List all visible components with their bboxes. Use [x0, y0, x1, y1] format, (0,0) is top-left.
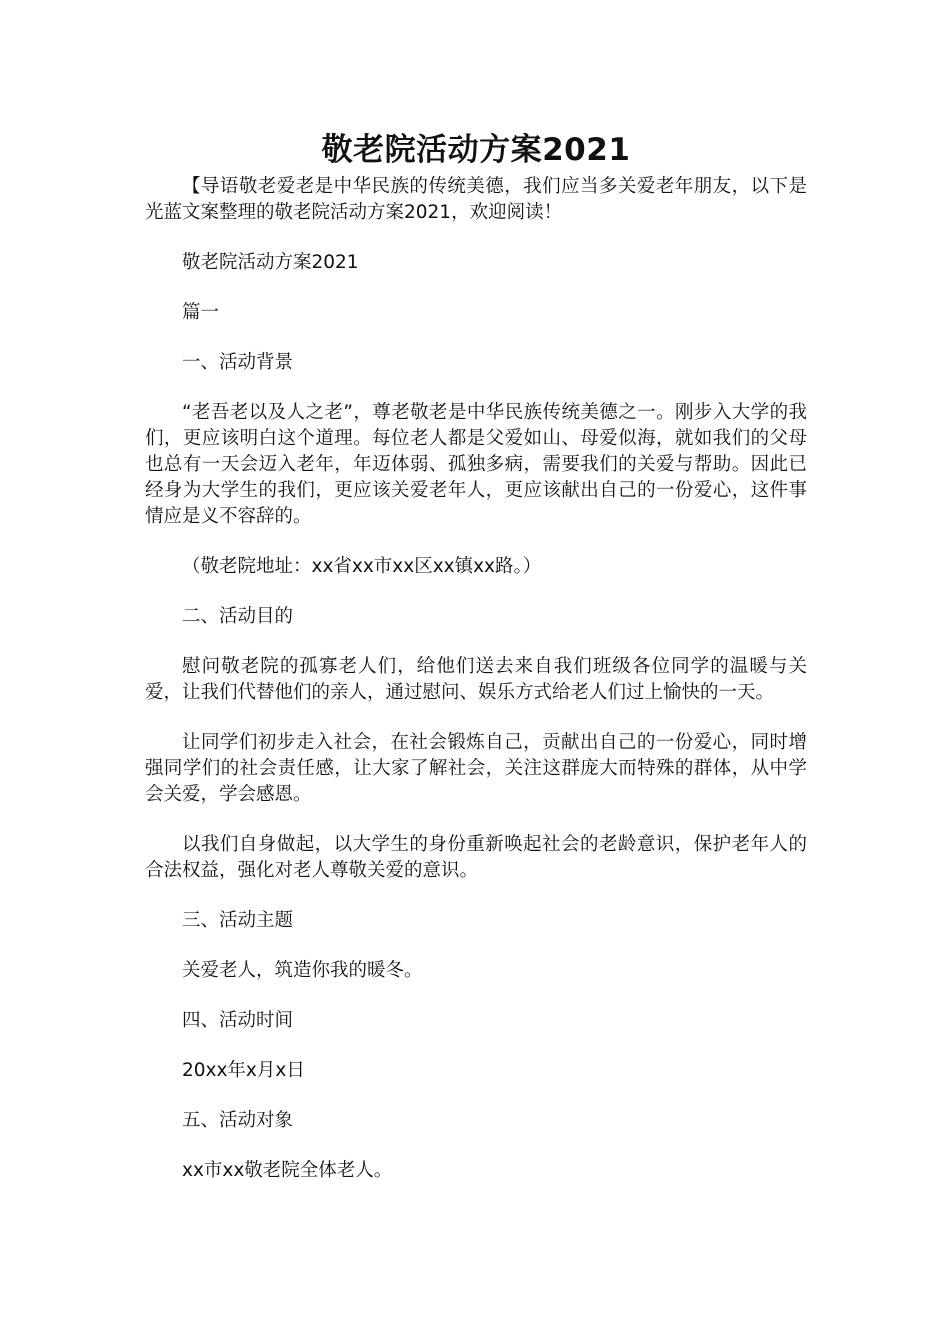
body-paragraph: 关爱老人，筑造你我的暖冬。 — [182, 960, 423, 981]
part-label: 篇一 — [182, 302, 220, 323]
body-paragraph: “老吾老以及人之老”，尊老敬老是中华民族传统美德之一。刚步入大学的我们，更应该明白这个道理。每位老人都是父爱如山、母爱似海，就如我们的父母也总有一天会迈入老年，年迈体弱、孤独多病，需要我们的关爱与帮助。因此已经身为大学生的我们，更应该关爱老年人，更应该献出自己的一份爱心，这件事情应是义不容辞的。 — [145, 402, 807, 527]
body-paragraph: 20xx年x月x日 — [182, 1060, 305, 1081]
document-title: 敬老院活动方案2021 — [321, 132, 631, 168]
section-heading: 四、活动时间 — [182, 1010, 294, 1031]
body-paragraph: xx市xx敬老院全体老人。 — [182, 1160, 393, 1181]
section-heading: 二、活动目的 — [182, 606, 294, 627]
intro-paragraph: 【导语敬老爱老是中华民族的传统美德，我们应当多关爱老年朋友，以下是光蓝文案整理的敬老院活动方案2021，欢迎阅读！ — [145, 176, 807, 223]
address-note: （敬老院地址：xx省xx市xx区xx镇xx路。） — [182, 556, 542, 577]
section-heading: 敬老院活动方案2021 — [182, 252, 359, 273]
body-paragraph: 以我们自身做起，以大学生的身份重新唤起社会的老龄意识，保护老年人的合法权益，强化对老人尊敬关爱的意识。 — [145, 834, 807, 881]
section-heading: 一、活动背景 — [182, 352, 294, 373]
section-heading: 三、活动主题 — [182, 910, 294, 931]
document-page — [145, 126, 807, 1184]
body-paragraph: 让同学们初步走入社会，在社会锻炼自己，贡献出自己的一份爱心，同时增强同学们的社会责任感，让大家了解社会，关注这群庞大而特殊的群体，从中学会关爱，学会感恩。 — [145, 732, 807, 805]
body-paragraph: 慰问敬老院的孤寡老人们，给他们送去来自我们班级各位同学的温暖与关爱，让我们代替他们的亲人，通过慰问、娱乐方式给老人们过上愉快的一天。 — [145, 656, 807, 703]
section-heading: 五、活动对象 — [182, 1110, 294, 1131]
